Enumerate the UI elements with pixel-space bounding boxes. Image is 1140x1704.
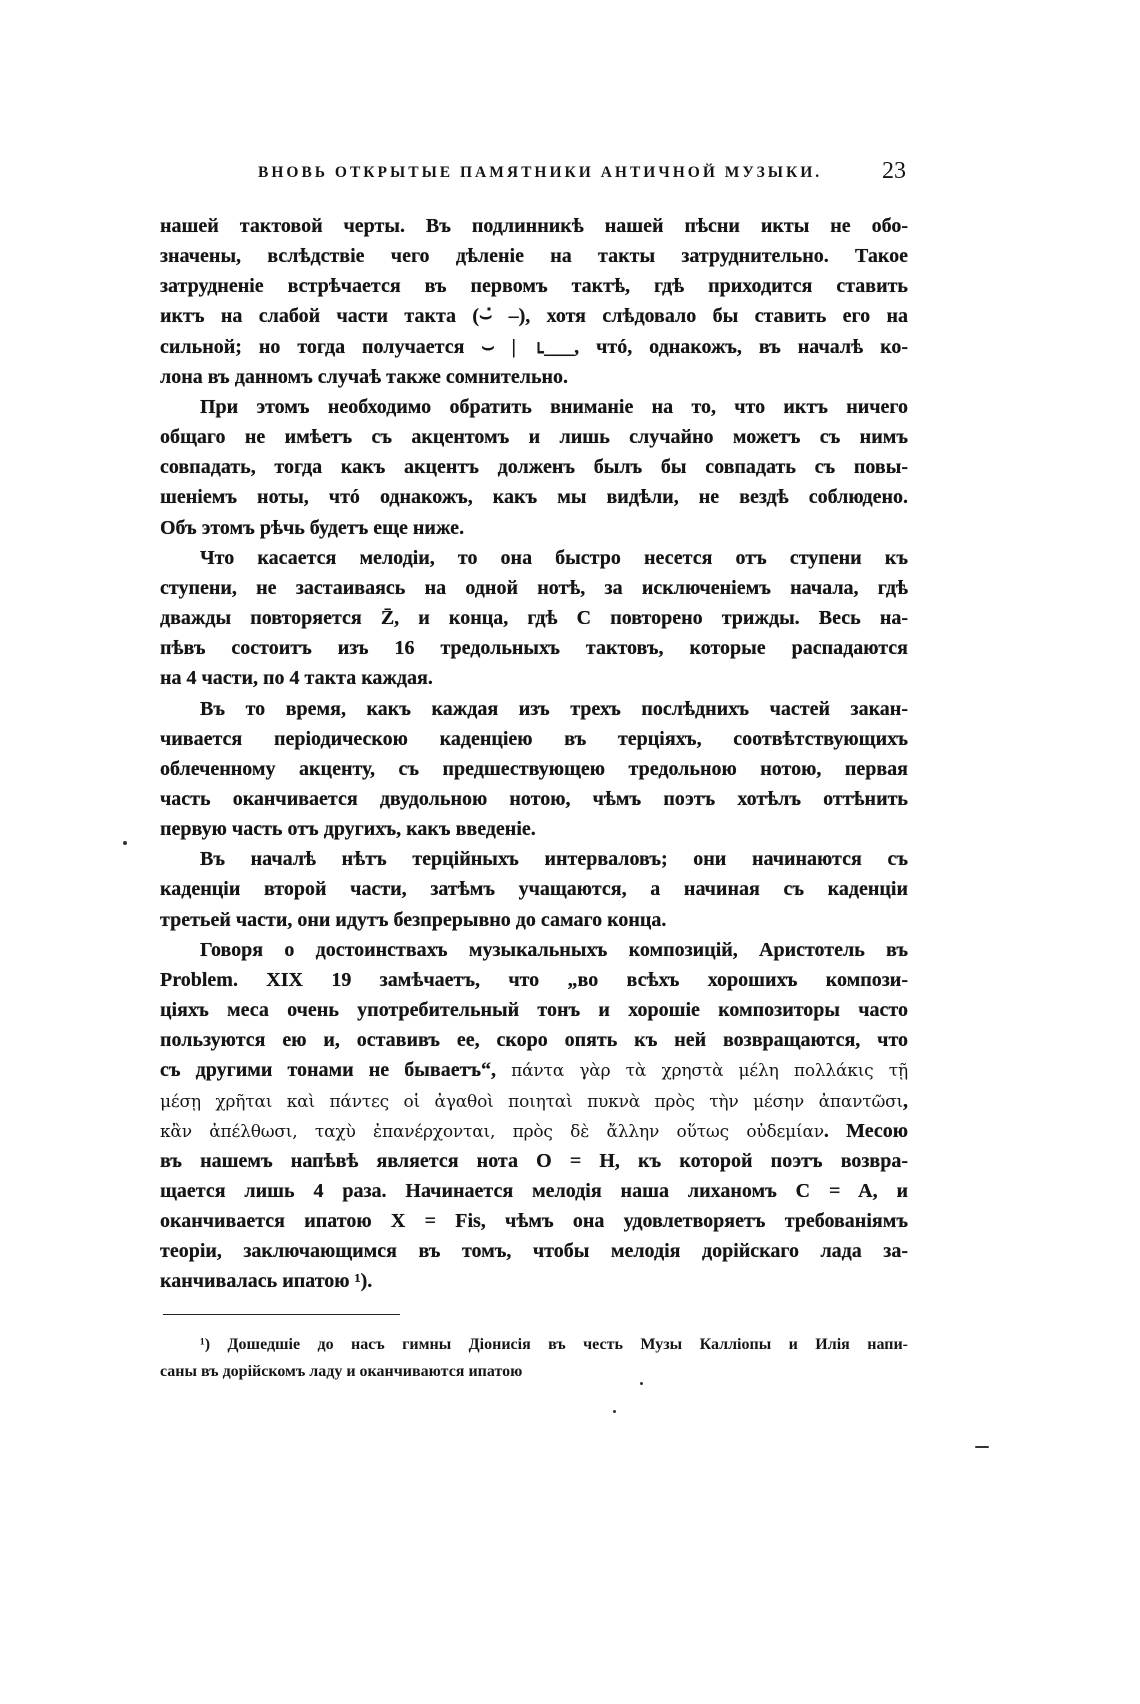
text-line: первую часть отъ другихъ, какъ введеніе. bbox=[160, 818, 536, 841]
text-line: ступени, не застаиваясь на одной нотѣ, за исключеніемъ начала, гдѣ bbox=[160, 576, 908, 599]
paragraph bbox=[160, 935, 908, 1297]
paragraph bbox=[160, 392, 908, 543]
text-line: ціяхъ меса очень употребительный тонъ и хорошіе композиторы часто bbox=[160, 999, 908, 1022]
footnote bbox=[160, 1331, 908, 1385]
scan-speck bbox=[613, 1410, 616, 1413]
text-line: κἂν ἀπέλθωσι, ταχὺ ἐπανέρχονται, πρὸς δὲ ἄλλην οὕτως οὐδεμίαν. Месою bbox=[160, 1119, 908, 1142]
text-line: общаго не имѣетъ съ акцентомъ и лишь случайно можетъ съ нимъ bbox=[160, 426, 908, 449]
text-line: оканчивается ипатою X = Fis, чѣмъ она удовлетворяетъ требованіямъ bbox=[160, 1210, 908, 1233]
text-line: часть оканчивается двудольною нотою, чѣмъ поэтъ хотѣлъ оттѣнить bbox=[160, 787, 908, 810]
text-line: Объ этомъ рѣчь будетъ еще ниже. bbox=[160, 516, 465, 539]
text-line: чивается періодическою каденціею въ терціяхъ, соотвѣтствующихъ bbox=[160, 727, 908, 750]
text-line: на 4 части, по 4 такта каждая. bbox=[160, 667, 433, 690]
text-line: значены, вслѣдствіе чего дѣленіе на такты затруднительно. Такое bbox=[160, 245, 908, 268]
text-line: пользуются ею и, оставивъ ее, скоро опять къ ней возвращаются, что bbox=[160, 1029, 908, 1052]
greek-quotation: πάντα γὰρ τὰ χρηστὰ μέλη πολλάκις τῇ bbox=[511, 1061, 908, 1082]
footnote-line: саны въ дорійскомъ ладу и оканчиваются ипатою bbox=[160, 1363, 523, 1380]
paragraph bbox=[160, 211, 908, 392]
text-line: облеченному акценту, съ предшествующею тредольною нотою, первая bbox=[160, 757, 908, 780]
paragraph bbox=[160, 543, 908, 694]
scan-speck bbox=[640, 1382, 643, 1385]
text-line: въ нашемъ напѣвѣ является нота O = H, къ которой поэтъ возвра- bbox=[160, 1149, 908, 1172]
paragraph bbox=[160, 694, 908, 845]
text-line: Въ то время, какъ каждая изъ трехъ послѣднихъ частей закан- bbox=[200, 697, 908, 720]
text-line: лона въ данномъ случаѣ также сомнительно. bbox=[160, 365, 569, 388]
text-line: шеніемъ ноты, чтó однакожъ, какъ мы видѣли, не вездѣ соблюдено. bbox=[160, 486, 908, 509]
scan-speck bbox=[975, 1446, 989, 1448]
footnotes bbox=[160, 1331, 908, 1385]
text-line: съ другими тонами не бываетъ“, πάντα γὰρ τὰ χρηστὰ μέλη πολλάκις τῇ bbox=[160, 1059, 908, 1082]
running-title: ВНОВЬ ОТКРЫТЫЕ ПАМЯТНИКИ АНТИЧНОЙ МУЗЫКИ. bbox=[258, 164, 823, 181]
text-line: сильной; но тогда получается ⌣ | ⌊___, чтó, однакожъ, въ началѣ ко- bbox=[160, 335, 908, 358]
text-line: щается лишь 4 раза. Начинается мелодія наша лиханомъ C = A, и bbox=[160, 1180, 908, 1202]
text-line: Въ началѣ нѣтъ терційныхъ интерваловъ; они начинаются съ bbox=[200, 848, 908, 871]
running-head bbox=[258, 158, 908, 188]
footnote-line: ¹) Дошедшіе до насъ гимны Діонисія въ честь Музы Калліопы и Илія напи- bbox=[200, 1336, 908, 1353]
text-line: μέσῃ χρῆται καὶ πάντες οἱ ἀγαθοὶ ποιηταὶ πυκνὰ πρὸς τὴν μέσην ἀπαντῶσι, bbox=[160, 1089, 908, 1112]
text-line: затрудненіе встрѣчается въ первомъ тактѣ, гдѣ приходится ставить bbox=[160, 275, 908, 298]
text-line: теоріи, заключающимся въ томъ, чтобы мелодія дорійскаго лада за- bbox=[160, 1240, 908, 1263]
text-line: Problem. XIX 19 замѣчаетъ, что „во всѣхъ хорошихъ компози- bbox=[160, 968, 908, 991]
text-line: дважды повторяется Z̄, и конца, гдѣ C повторено трижды. Весь на- bbox=[160, 607, 908, 630]
text-line: Говоря о достоинствахъ музыкальныхъ композицій, Аристотель въ bbox=[200, 938, 908, 961]
text-line: нашей тактовой черты. Въ подлинникѣ нашей пѣсни икты не обо- bbox=[160, 215, 908, 237]
text-line: третьей части, они идутъ безпрерывно до самаго конца. bbox=[160, 908, 667, 931]
greek-quotation: κἂν ἀπέλθωσι, ταχὺ ἐπανέρχονται, πρὸς δὲ ἄλλην οὕτως οὐδεμίαν bbox=[160, 1121, 824, 1142]
main-text bbox=[160, 211, 908, 1297]
text-line: каденціи второй части, затѣмъ учащаются, а начиная съ каденціи bbox=[160, 878, 908, 901]
text-line: пѣвъ состоитъ изъ 16 тредольныхъ тактовъ, которые распадаются bbox=[160, 637, 908, 660]
text-line: совпадать, тогда какъ акцентъ долженъ былъ бы совпадать съ повы- bbox=[160, 456, 908, 479]
scan-speck bbox=[123, 841, 127, 845]
page-number: 23 bbox=[882, 158, 906, 184]
text-line: Что касается мелодіи, то она быстро несется отъ ступени къ bbox=[200, 546, 908, 569]
paragraph bbox=[160, 844, 908, 934]
text-line: При этомъ необходимо обратить вниманіе на то, что иктъ ничего bbox=[200, 395, 908, 418]
text-line: канчивалась ипатою ¹). bbox=[160, 1270, 373, 1293]
footnote-rule bbox=[163, 1314, 400, 1315]
text-line: иктъ на слабой части такта (⌣̇ –), хотя слѣдовало бы ставить его на bbox=[160, 305, 908, 328]
greek-quotation: μέσῃ χρῆται καὶ πάντες οἱ ἀγαθοὶ ποιηταὶ πυκνὰ πρὸς τὴν μέσην ἀπαντῶσι bbox=[160, 1091, 903, 1112]
